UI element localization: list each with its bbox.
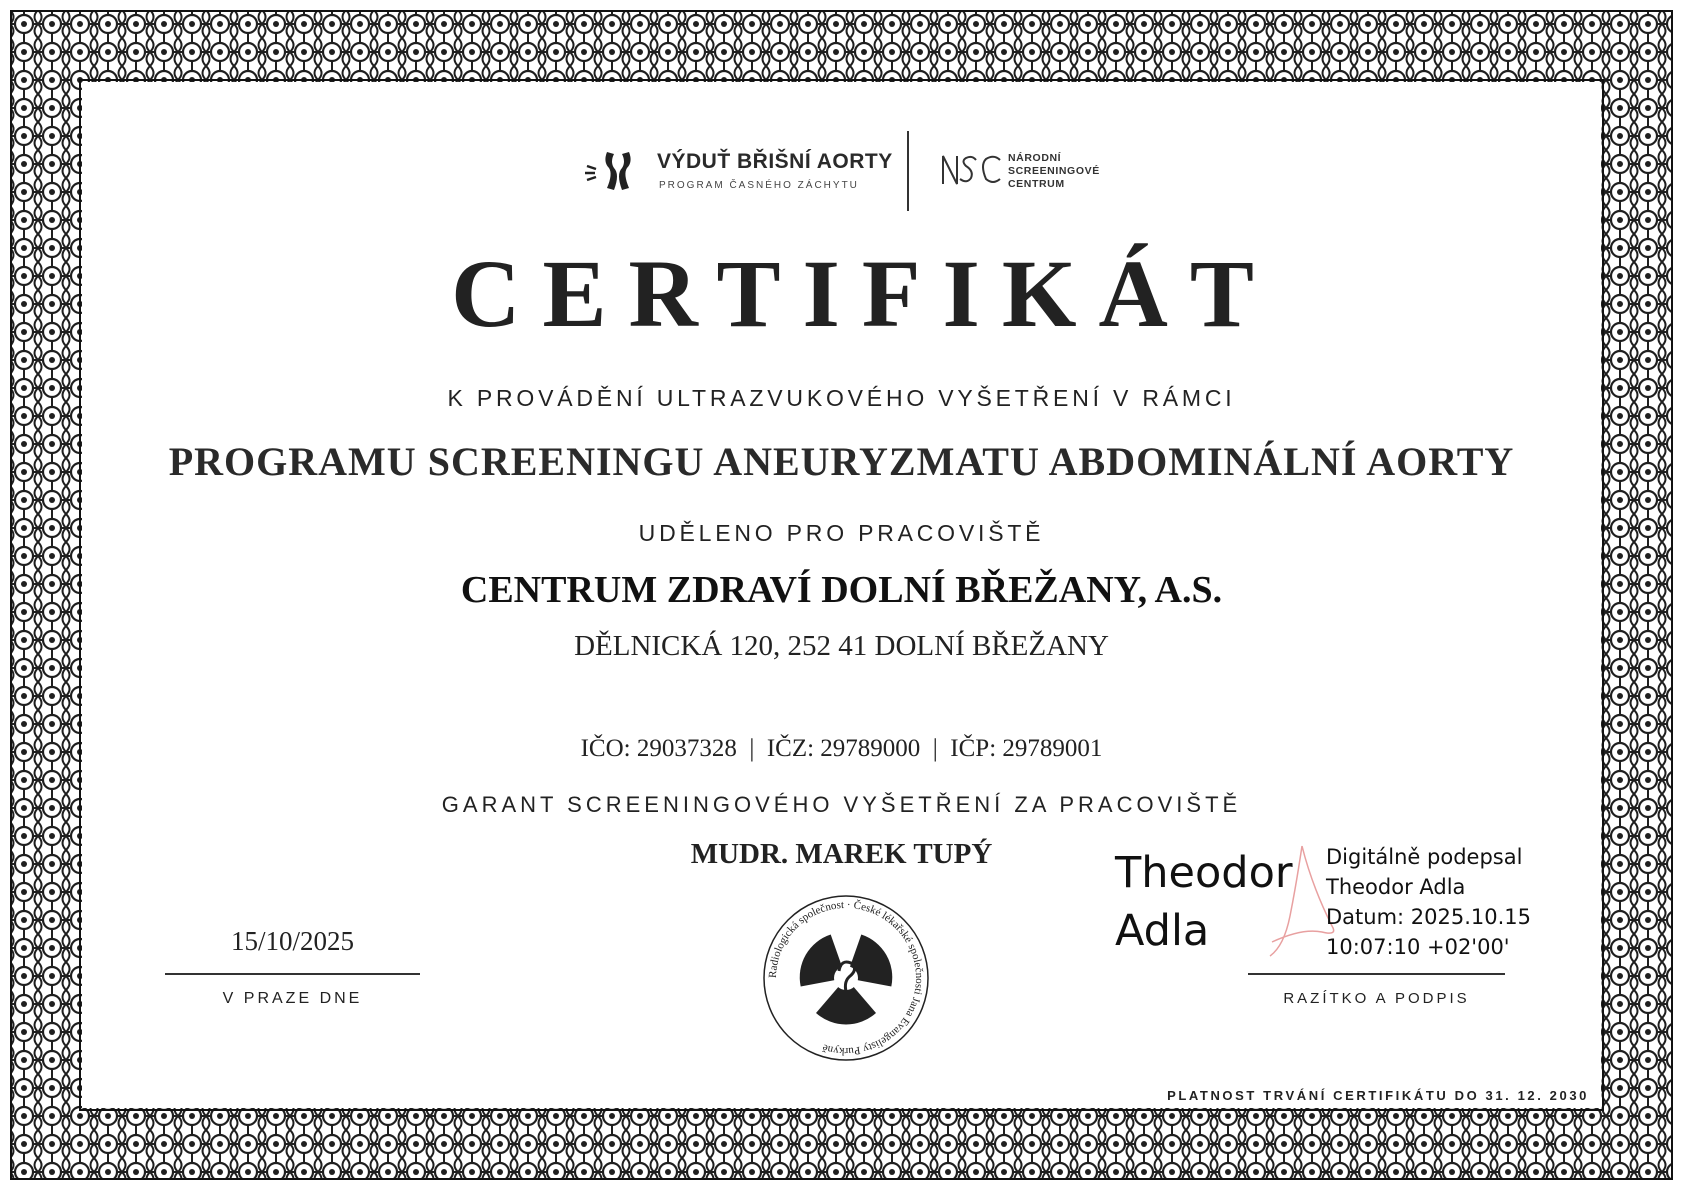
guarantor-name: MUDR. MAREK TUPÝ: [690, 838, 993, 870]
sig-info-line-1: Digitálně podepsal: [1326, 845, 1523, 869]
signer-name-line-2: Adla: [1115, 906, 1210, 956]
program-line: PROGRAMU SCREENINGU ANEURYZMATU ABDOMINÁLNÍ AORTY: [168, 439, 1515, 484]
date-underline: [165, 973, 420, 975]
signature-underline: [1248, 973, 1505, 975]
logo-divider: [907, 131, 909, 211]
identifiers: IČO: 29037328 | IČZ: 29789000 | IČP: 29789001: [580, 735, 1103, 762]
purpose-line: K PROVÁDĚNÍ ULTRAZVUKOVÉHO VYŠETŘENÍ V RÁMCI: [447, 385, 1236, 411]
validity-note: PLATNOST TRVÁNÍ CERTIFIKÁTU DO 31. 12. 2030: [1167, 1088, 1589, 1103]
program-name: VÝDUŤ BŘIŠNÍ AORTY: [657, 150, 893, 173]
certificate-title: CERTIFIKÁT: [451, 240, 1276, 347]
nsc-line-3: CENTRUM: [1008, 178, 1065, 190]
guarantor-label: GARANT SCREENINGOVÉHO VYŠETŘENÍ ZA PRACOVIŠTĚ: [441, 792, 1242, 817]
program-subtitle: PROGRAM ČASNÉHO ZÁCHYTU: [659, 180, 859, 191]
radiology-society-seal: [761, 893, 931, 1063]
signer-name-line-1: Theodor: [1115, 848, 1293, 898]
workplace-name: CENTRUM ZDRAVÍ DOLNÍ BŘEŽANY, A.S.: [460, 569, 1223, 611]
signature-label: RAZÍTKO A PODPIS: [1283, 990, 1470, 1007]
workplace-address: DĚLNICKÁ 120, 252 41 DOLNÍ BŘEŽANY: [574, 630, 1109, 662]
program-logo: [585, 146, 893, 196]
seal-ring-text: Radiologická společnost · České lékařské společnosti Jana Evangelisty Purkyně: [766, 898, 926, 1058]
digital-signature-info: [1326, 842, 1531, 962]
nsc-line-1: NÁRODNÍ: [1008, 152, 1062, 164]
date-label: V PRAZE DNE: [222, 990, 363, 1007]
nsc-name: [1008, 152, 1100, 191]
sig-info-line-3: Datum: 2025.10.15: [1326, 905, 1532, 929]
nsc-line-2: SCREENINGOVÉ: [1008, 165, 1100, 177]
nsc-logo-icon: [940, 150, 1004, 190]
aorta-logo-icon: [585, 146, 649, 198]
sig-info-line-4: 10:07:10 +02'00': [1326, 935, 1510, 959]
header-logos: [0, 128, 1683, 218]
awarded-line: UDĚLENO PRO PRACOVIŠTĚ: [638, 520, 1045, 546]
issue-date: 15/10/2025: [230, 926, 354, 956]
signer-name: [1115, 844, 1293, 960]
sig-info-line-2: Theodor Adla: [1326, 875, 1466, 899]
nsc-logo: [940, 150, 1120, 200]
